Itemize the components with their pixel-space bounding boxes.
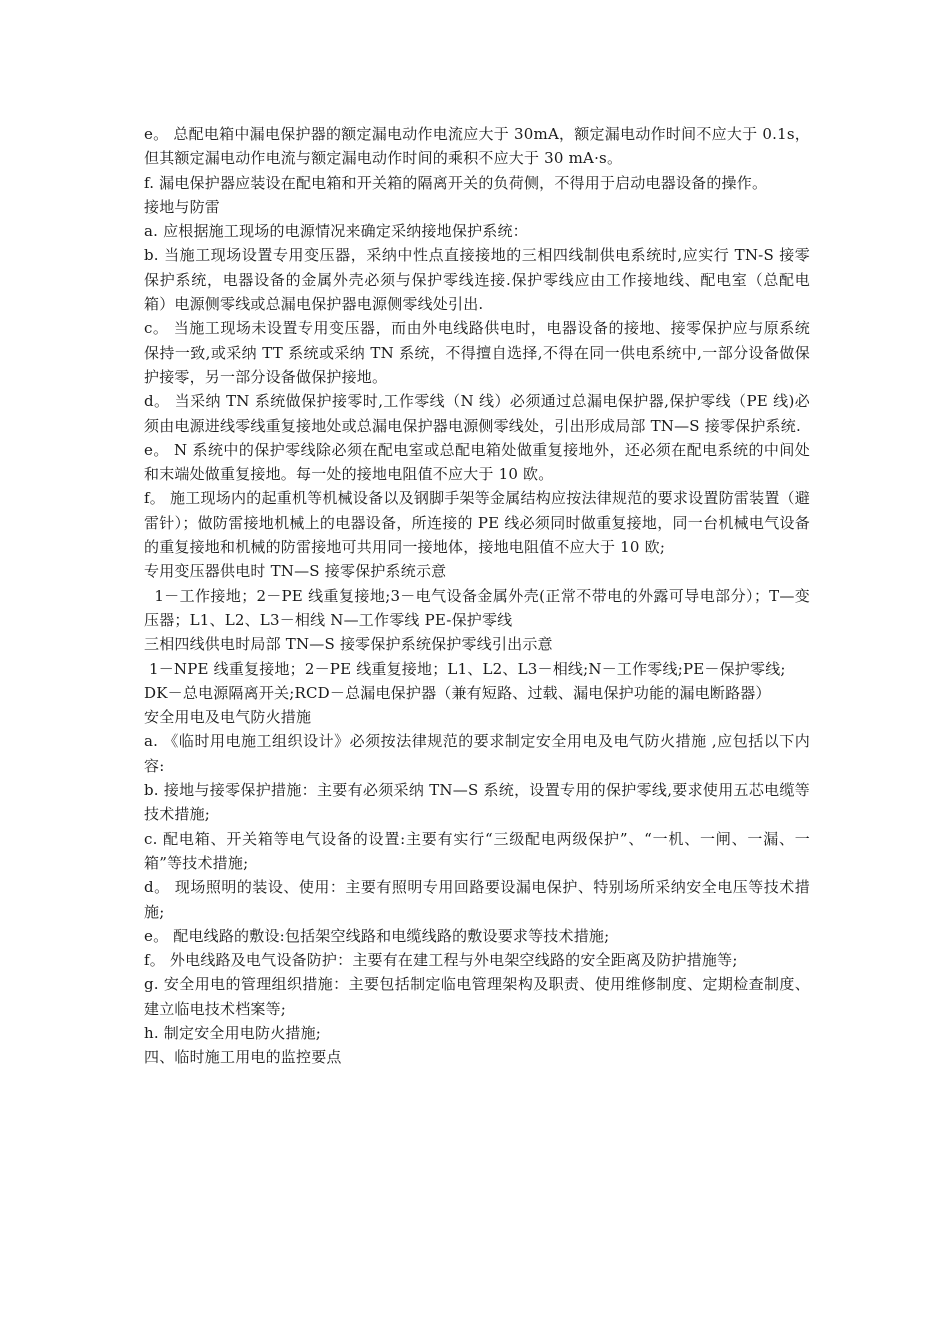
legend-local-tns-diagram: 1－NPE 线重复接地；2－PE 线重复接地；L1、L2、L3－相线;N－工作零线;PE－保护零线; xyxy=(144,659,786,678)
paragraph-safety-d: d。 现场照明的装设、使用：主要有照明专用回路要设漏电保护、特别场所采纳安全电压等技术措施; xyxy=(144,878,810,921)
caption-local-tns-diagram: 三相四线供电时局部 TN—S 接零保护系统保护零线引出示意 xyxy=(144,635,553,654)
paragraph-safety-g: g. 安全用电的管理组织措施：主要包括制定临电管理架构及职责、使用维修制度、定期检查制度、建立临电技术档案等; xyxy=(144,975,810,1018)
section-heading-grounding: 接地与防雷 xyxy=(144,197,221,216)
paragraph-grounding-d: d。 当采纳 TN 系统做保护接零时,工作零线（N 线）必须通过总漏电保护器,保护零线（PE 线)必须由电源进线零线重复接地处或总漏电保护器电源侧零线处，引出形成局部 TN—S 接零保护系统. xyxy=(144,392,810,435)
paragraph-safety-b: b. 接地与接零保护措施：主要有必须采纳 TN—S 系统，设置专用的保护零线,要求使用五芯电缆等技术措施; xyxy=(144,781,810,824)
paragraph-safety-c: c. 配电箱、开关箱等电气设备的设置:主要有实行“三级配电两级保护”、“一机、一闸、一漏、一箱”等技术措施; xyxy=(144,829,810,872)
paragraph-grounding-f: f。 施工现场内的起重机等机械设备以及钢脚手架等金属结构应按法律规范的要求设置防雷装置（避雷针）；做防雷接地机械上的电器设备，所连接的 PE 线必须同时做重复接地，同一台机械电气设备的重复接地和机械的防雷接地可共用同一接地体，接地电阻值不应大于 10 欧; xyxy=(144,489,810,557)
paragraph-grounding-c: c。 当施工现场未设置专用变压器，而由外电线路供电时，电器设备的接地、接零保护应与原系统保持一致,或采纳 TT 系统或采纳 TN 系统，不得擅自选择,不得在同一供电系统中,一部分设备做保护接零，另一部分设备做保护接地。 xyxy=(144,319,810,386)
section-heading-monitoring: 四、临时施工用电的监控要点 xyxy=(144,1048,342,1067)
paragraph-grounding-a: a. 应根据施工现场的电源情况来确定采纳接地保护系统： xyxy=(144,222,528,241)
section-heading-safety: 安全用电及电气防火措施 xyxy=(144,708,312,727)
paragraph-safety-f: f。 外电线路及电气设备防护：主要有在建工程与外电架空线路的安全距离及防护措施等; xyxy=(144,951,738,970)
legend-local-tns-diagram-cont: DK－总电源隔离开关;RCD－总漏电保护器（兼有短路、过载、漏电保护功能的漏电断路器） xyxy=(144,683,771,702)
paragraph-safety-e: e。 配电线路的敷设:包括架空线路和电缆线路的敷设要求等技术措施; xyxy=(144,926,610,945)
caption-tns-diagram: 专用变压器供电时 TN—S 接零保护系统示意 xyxy=(144,562,447,581)
paragraph-leakage-current: e。 总配电箱中漏电保护器的额定漏电动作电流应大于 30mA，额定漏电动作时间不应大于 0.1s，但其额定漏电动作电流与额定漏电动作时间的乘积不应大于 30 mA·s。 xyxy=(144,125,810,168)
legend-tns-diagram: 1－工作接地；2－PE 线重复接地;3－电气设备金属外壳(正常不带电的外露可导电部分）；T—变压器；L1、L2、L3－相线 N—工作零线 PE-保护零线 xyxy=(144,586,810,629)
paragraph-leakage-location: f. 漏电保护器应装设在配电箱和开关箱的隔离开关的负荷侧，不得用于启动电器设备的操作。 xyxy=(144,173,768,192)
paragraph-grounding-e: e。 N 系统中的保护零线除必须在配电室或总配电箱处做重复接地外，还必须在配电系统的中间处和末端处做重复接地。每一处的接地电阻值不应大于 10 欧。 xyxy=(144,440,810,484)
paragraph-grounding-b: b. 当施工现场设置专用变压器，采纳中性点直接接地的三相四线制供电系统时,应实行 TN-S 接零保护系统，电器设备的金属外壳必须与保护零线连接.保护零线应由工作接地线、配电室（总配电箱）电源侧零线或总漏电保护器电源侧零线处引出. xyxy=(144,246,810,314)
document-body xyxy=(144,122,810,1070)
paragraph-safety-a: a. 《临时用电施工组织设计》必须按法律规范的要求制定安全用电及电气防火措施 ,应包括以下内容: xyxy=(144,732,810,775)
paragraph-safety-h: h. 制定安全用电防火措施; xyxy=(144,1023,322,1042)
